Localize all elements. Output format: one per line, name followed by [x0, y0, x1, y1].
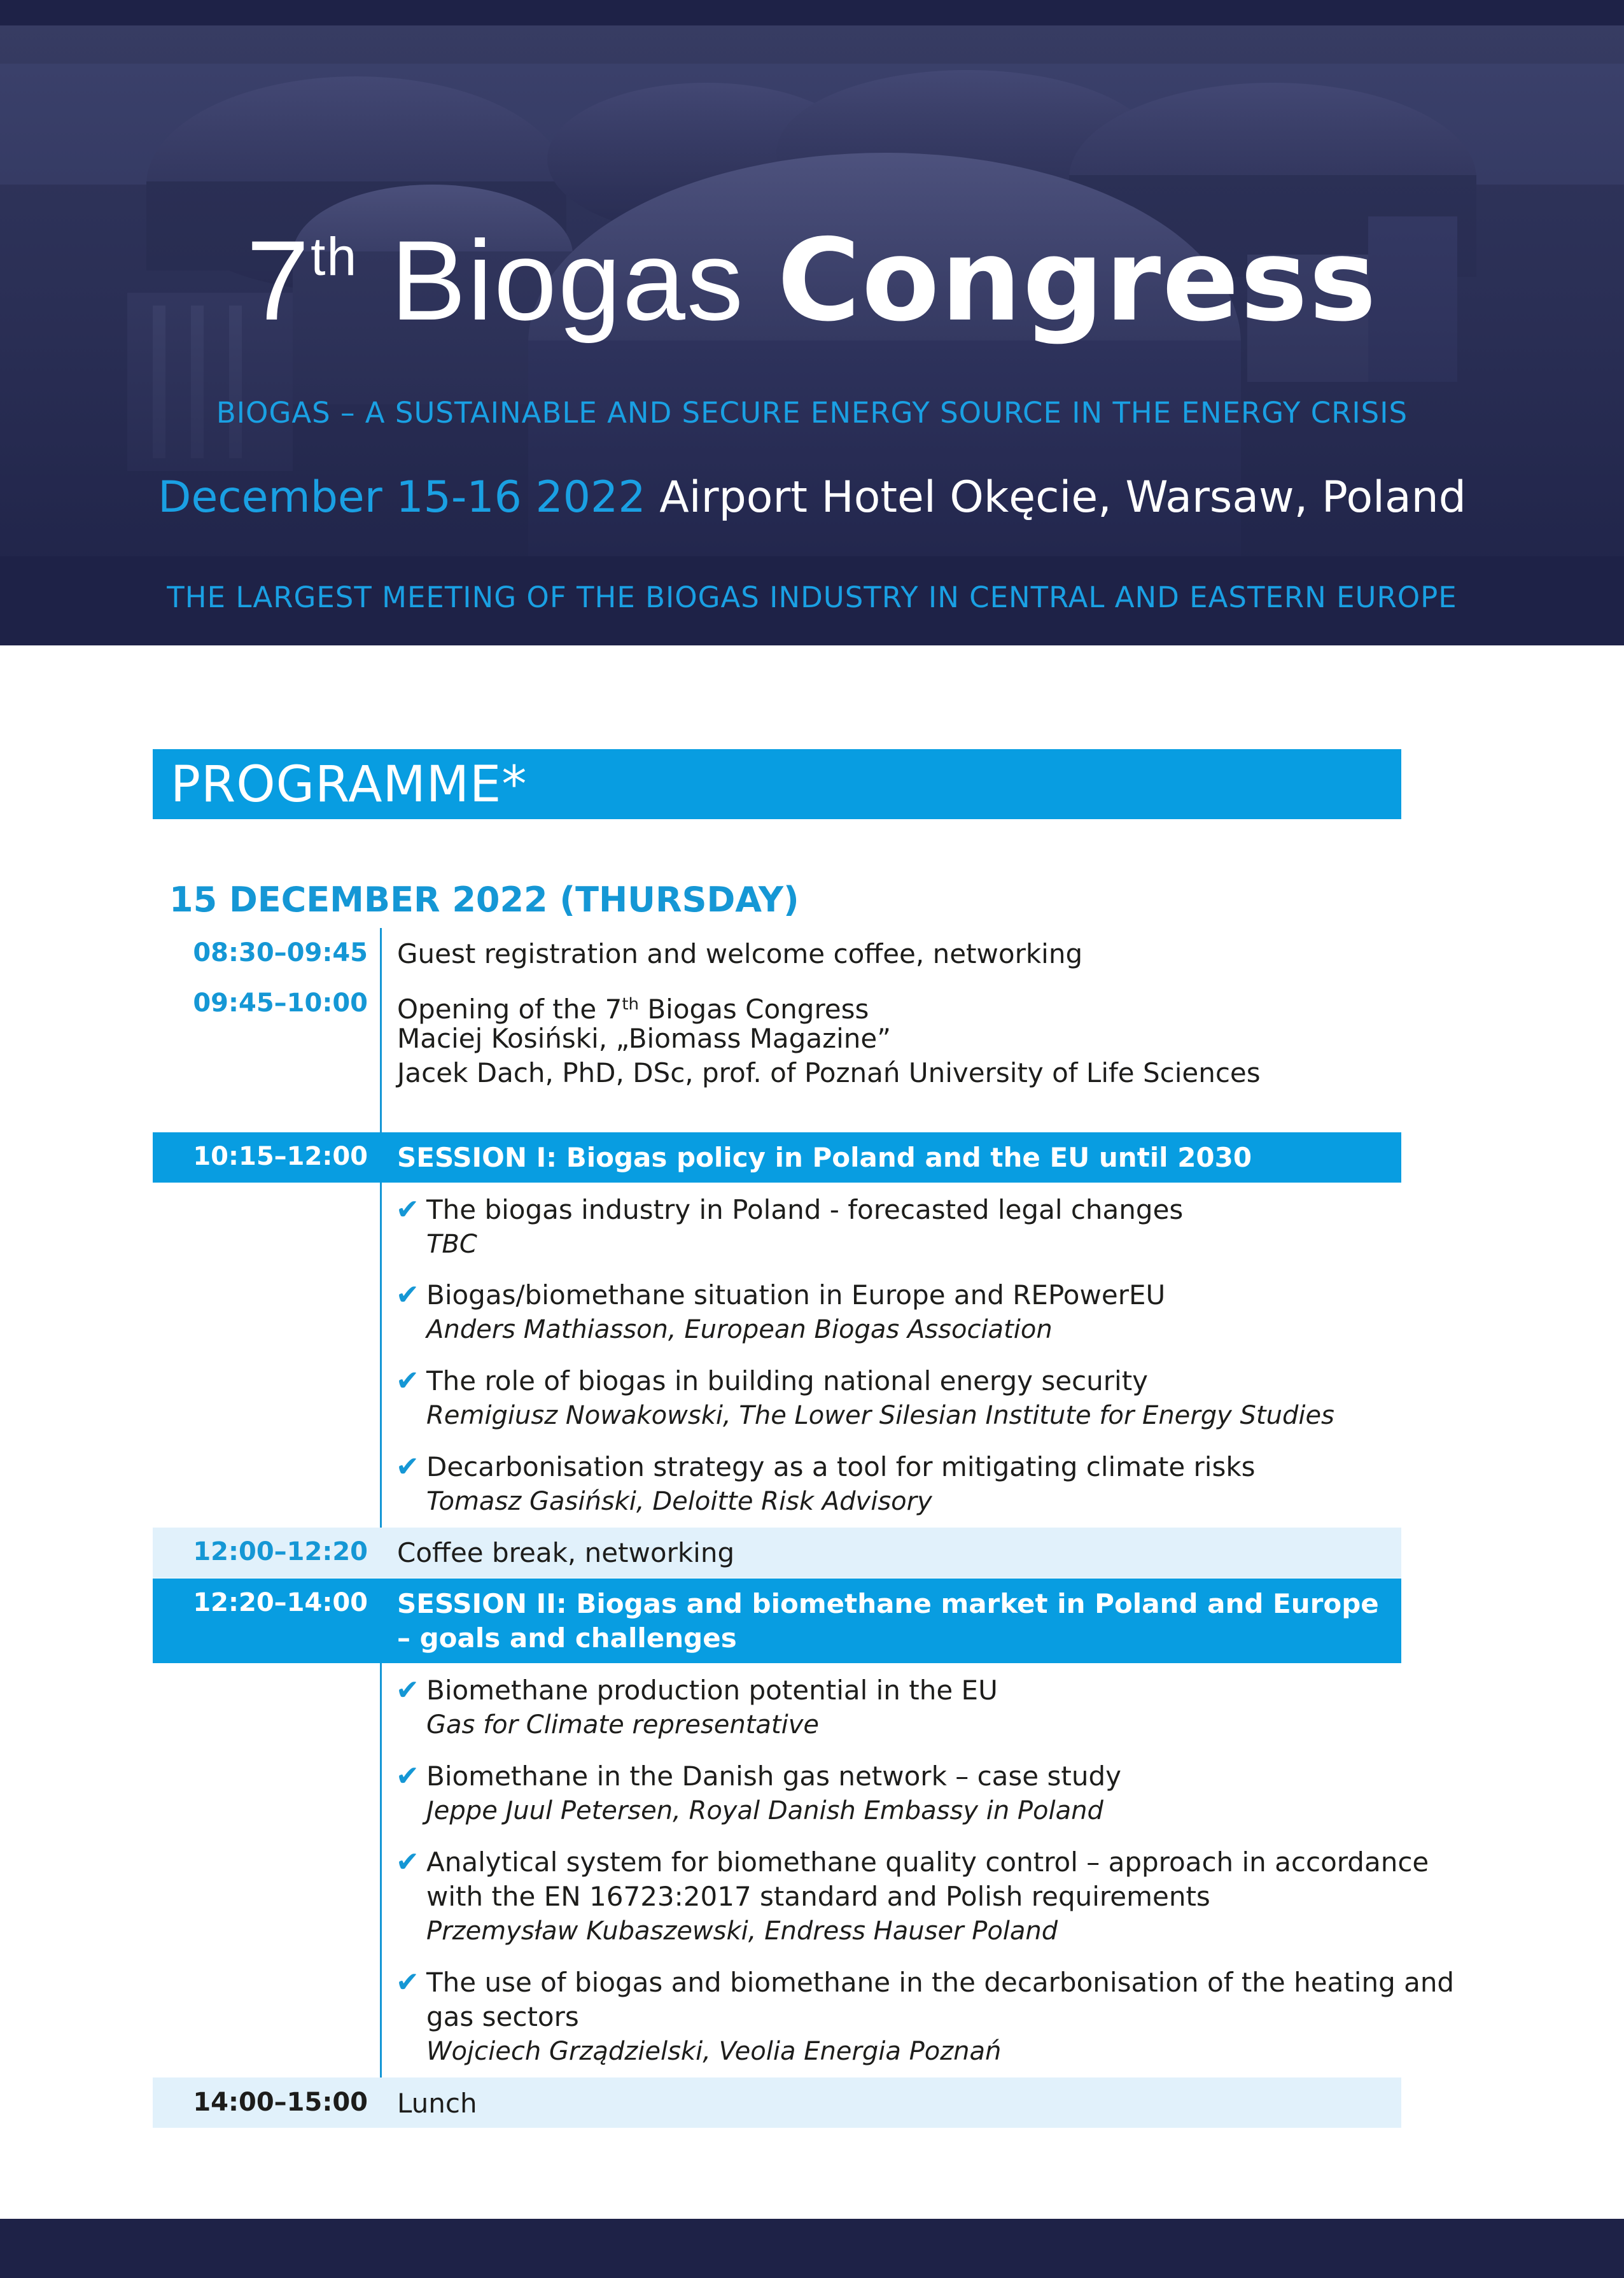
checkmark-icon: ✔: [396, 1365, 419, 1397]
talk-speaker: Anders Mathiasson, European Biogas Association: [426, 1315, 1053, 1344]
talk-speaker: Przemysław Kubaszewski, Endress Hauser Poland: [426, 1916, 1058, 1946]
date-venue-line: [0, 472, 1624, 523]
talk-speaker: TBC: [426, 1230, 477, 1259]
schedule-item-detail: Maciej Kosiński, „Biomass Magazine”: [397, 1023, 891, 1054]
event-subtitle: BIOGAS – A SUSTAINABLE AND SECURE ENERGY SOURCE IN THE ENERGY CRISIS: [216, 396, 1408, 430]
schedule-item: Coffee break, networking: [397, 1537, 735, 1568]
event-tagline: THE LARGEST MEETING OF THE BIOGAS INDUSTRY IN CENTRAL AND EASTERN EUROPE: [167, 580, 1457, 614]
schedule-time: 09:45–10:00: [193, 988, 368, 1018]
session-title-line2: – goals and challenges: [397, 1622, 737, 1654]
talk-title: Decarbonisation strategy as a tool for mitigating climate risks: [426, 1451, 1256, 1482]
talk-speaker: Wojciech Grządzielski, Veolia Energia Poznań: [426, 2037, 1002, 2066]
session-time: 12:20–14:00: [193, 1588, 368, 1617]
checkmark-icon: ✔: [396, 1451, 419, 1483]
timeline-divider: [380, 1183, 382, 1528]
schedule-item: Opening of the 7th Biogas Congress: [397, 994, 869, 1025]
talk-speaker: Jeppe Juul Petersen, Royal Danish Embassy in Poland: [426, 1796, 1103, 1825]
talk-title: The role of biogas in building national energy security: [426, 1365, 1149, 1396]
title-light: Biogas: [390, 217, 745, 344]
session-title: SESSION II: Biogas and biomethane market in Poland and Europe: [397, 1588, 1379, 1619]
checkmark-icon: ✔: [396, 1760, 419, 1792]
schedule-item: Lunch: [397, 2088, 477, 2119]
schedule-time: 12:00–12:20: [193, 1537, 368, 1566]
timeline-divider: [380, 1663, 382, 2078]
schedule-time: 08:30–09:45: [193, 938, 368, 967]
session-title: SESSION I: Biogas policy in Poland and the EU until 2030: [397, 1142, 1252, 1173]
header-banner: [0, 0, 1624, 645]
talk-speaker: Tomasz Gasiński, Deloitte Risk Advisory: [426, 1487, 932, 1516]
talk-title: The use of biogas and biomethane in the decarbonisation of the heating and: [426, 1967, 1455, 1998]
talk-title-line2: gas sectors: [426, 2001, 579, 2032]
programme-heading: PROGRAMME*: [171, 756, 528, 813]
talk-speaker: Remigiusz Nowakowski, The Lower Silesian Institute for Energy Studies: [426, 1401, 1334, 1430]
timeline-divider: [380, 928, 382, 1133]
day-heading: 15 DECEMBER 2022 (THURSDAY): [169, 880, 799, 920]
event-title: 7th Biogas Congress: [246, 214, 1378, 346]
talk-title-line2: with the EN 16723:2017 standard and Polish requirements: [426, 1881, 1210, 1912]
schedule-item: Guest registration and welcome coffee, networking: [397, 938, 1083, 969]
talk-title: The biogas industry in Poland - forecasted legal changes: [426, 1194, 1184, 1225]
talk-speaker: Gas for Climate representative: [426, 1710, 819, 1740]
checkmark-icon: ✔: [396, 1966, 419, 1999]
talk-title: Biogas/biomethane situation in Europe and REPowerEU: [426, 1279, 1166, 1311]
talk-title: Biomethane in the Danish gas network – case study: [426, 1761, 1121, 1792]
footer-band: [0, 2219, 1624, 2278]
checkmark-icon: ✔: [396, 1193, 419, 1226]
session-time: 10:15–12:00: [193, 1142, 368, 1171]
checkmark-icon: ✔: [396, 1279, 419, 1311]
checkmark-icon: ✔: [396, 1674, 419, 1706]
schedule-time: 14:00–15:00: [193, 2088, 368, 2117]
talk-title: Biomethane production potential in the EU: [426, 1675, 998, 1706]
talk-title: Analytical system for biomethane quality control – approach in accordance: [426, 1846, 1429, 1878]
schedule-item-detail: Jacek Dach, PhD, DSc, prof. of Poznań University of Life Sciences: [397, 1057, 1261, 1088]
checkmark-icon: ✔: [396, 1846, 419, 1878]
event-date: December 15-16 2022: [158, 472, 646, 523]
event-venue: Airport Hotel Okęcie, Warsaw, Poland: [659, 472, 1466, 523]
title-bold: Congress: [777, 214, 1378, 346]
